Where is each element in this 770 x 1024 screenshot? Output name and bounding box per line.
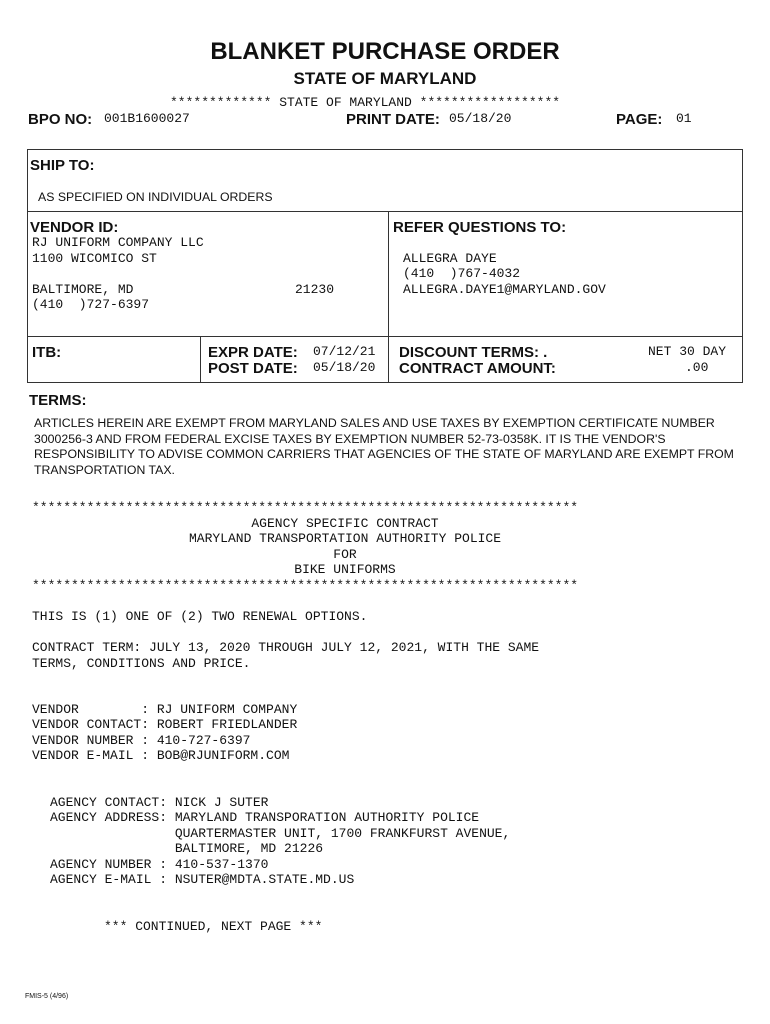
divider [200,336,201,383]
discount-terms-label: DISCOUNT TERMS: . [399,344,548,361]
vendor-phone: (410 )727-6397 [32,297,150,312]
contract-heading-1: AGENCY SPECIFIC CONTRACT [251,516,439,531]
document-title: BLANKET PURCHASE ORDER [210,38,560,65]
contract-heading-4: BIKE UNIFORMS [294,562,396,577]
state-banner: ************* STATE OF MARYLAND ****************** [170,95,561,110]
bpo-label: BPO NO: [28,111,93,128]
agency-address-line-3: BALTIMORE, MD 21226 [50,841,324,856]
vendor-email-line: VENDOR E-MAIL : BOB@RJUNIFORM.COM [32,748,290,763]
vendor-number-line: VENDOR NUMBER : 410-727-6397 [32,733,251,748]
agency-address-line-1: AGENCY ADDRESS: MARYLAND TRANSPORATION AUTHORITY POLICE [50,810,480,825]
agency-address-line-2: QUARTERMASTER UNIT, 1700 FRANKFURST AVENUE, [50,826,511,841]
refer-phone: (410 )767-4032 [403,266,521,281]
bpo-number: 001B1600027 [104,111,190,126]
page-number: 01 [676,111,692,126]
expr-date-label: EXPR DATE: [208,344,298,361]
order-info-box [27,149,743,383]
contract-term-line-1: CONTRACT TERM: JULY 13, 2020 THROUGH JULY 12, 2021, WITH THE SAME [32,640,540,655]
refer-email: ALLEGRA.DAYE1@MARYLAND.GOV [403,282,606,297]
discount-terms-value: NET 30 DAY [648,344,727,359]
print-date-value: 05/18/20 [449,111,512,126]
refer-questions-label: REFER QUESTIONS TO: [393,219,567,236]
vendor-name: RJ UNIFORM COMPANY LLC [32,235,204,250]
renewal-text: THIS IS (1) ONE OF (2) TWO RENEWAL OPTIONS. [32,609,368,624]
contract-heading-3: FOR [333,547,357,562]
post-date-label: POST DATE: [208,360,298,377]
ship-to-text: AS SPECIFIED ON INDIVIDUAL ORDERS [38,190,273,204]
stars-divider: ********************************************************************** [32,500,579,515]
page-label: PAGE: [616,111,663,128]
terms-label: TERMS: [29,392,87,409]
terms-text: ARTICLES HEREIN ARE EXEMPT FROM MARYLAND SALES AND USE TAXES BY EXEMPTION CERTIFICATE NUMBER 3000256-3 AND FROM FEDERAL EXCISE TAXES BY EXEMPTION NUMBER 52-73-0358K. IT IS THE VENDOR'S RESPONSIBILITY TO ADVISE COMMON CARRIERS THAT AGENCIES OF THE STATE OF MARYLAND ARE EXEMPT FROM TRANSPORTATION TAX. [34,416,734,477]
expr-date-value: 07/12/21 [313,344,376,359]
contract-heading-2: MARYLAND TRANSPORTATION AUTHORITY POLICE [188,531,502,546]
contract-amount-value: .00 [685,360,709,375]
itb-label: ITB: [32,344,62,361]
stars-divider: ********************************************************************** [32,578,579,593]
continued-note: *** CONTINUED, NEXT PAGE *** [104,919,323,934]
contract-amount-label: CONTRACT AMOUNT: [399,360,556,377]
ship-to-label: SHIP TO: [30,157,95,174]
divider [27,336,743,337]
contract-term-line-2: TERMS, CONDITIONS AND PRICE. [32,656,251,671]
print-date-label: PRINT DATE: [346,111,440,128]
vendor-street: 1100 WICOMICO ST [32,251,157,266]
refer-name: ALLEGRA DAYE [403,251,497,266]
vendor-line: VENDOR : RJ UNIFORM COMPANY [32,702,298,717]
document-subtitle: STATE OF MARYLAND [293,69,477,88]
form-id: FMIS-5 (4/96) [25,993,69,1000]
divider [388,211,389,383]
vendor-contact-line: VENDOR CONTACT: ROBERT FRIEDLANDER [32,717,298,732]
agency-number-line: AGENCY NUMBER : 410-537-1370 [50,857,269,872]
vendor-city: BALTIMORE, MD [32,282,134,297]
vendor-id-label: VENDOR ID: [30,219,119,236]
post-date-value: 05/18/20 [313,360,376,375]
divider [27,211,743,212]
vendor-zip: 21230 [295,282,335,297]
agency-email-line: AGENCY E-MAIL : NSUTER@MDTA.STATE.MD.US [50,872,355,887]
agency-contact-line: AGENCY CONTACT: NICK J SUTER [50,795,269,810]
